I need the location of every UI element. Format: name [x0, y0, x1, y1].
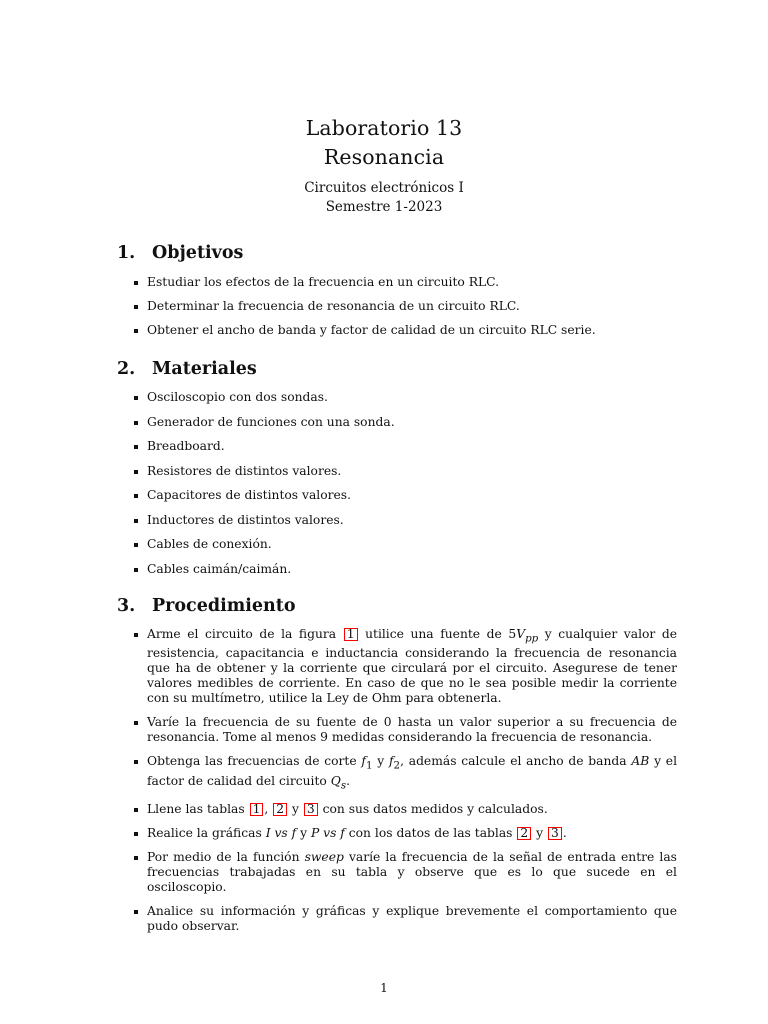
document-title: Laboratorio 13 [305, 116, 463, 140]
bullet-icon [134, 760, 138, 764]
bullet-icon [134, 445, 138, 449]
table-link[interactable]: 3 [548, 827, 562, 840]
section-objetivos [117, 243, 677, 263]
title-block [0, 114, 768, 172]
table-link[interactable]: 2 [273, 803, 287, 816]
list-item: Breadboard. [133, 439, 677, 454]
bullet-icon [134, 568, 138, 572]
bullet-icon [134, 421, 138, 425]
list-item: Analice su información y gráficas y explique brevemente el comportamiento que pudo observar. [133, 904, 677, 934]
table-link[interactable]: 2 [517, 827, 531, 840]
bullet-icon [134, 396, 138, 400]
bullet-icon [134, 281, 138, 285]
list-item: Llene las tablas 1 , 2 y 3 con sus datos medidos y calculados. [133, 802, 677, 817]
objetivos-list [133, 275, 677, 338]
bullet-icon [134, 721, 138, 725]
section-heading [117, 596, 677, 616]
bullet-icon [134, 494, 138, 498]
bullet-icon [134, 329, 138, 333]
list-item: Obtenga las frecuencias de corte $f_1$ y $f_2$, además calcule el ancho de banda AB y el factor de calidad del circuito $Q_s$. [133, 754, 677, 793]
table-link[interactable]: 3 [304, 803, 318, 816]
course-info [0, 179, 768, 217]
section-title: Procedimiento [152, 596, 296, 616]
semester: Semestre 1-2023 [325, 199, 443, 215]
section-heading [117, 243, 677, 263]
list-item: Generador de funciones con una sonda. [133, 415, 677, 430]
document-subtitle-resonancia: Resonancia [323, 145, 445, 169]
list-item: Osciloscopio con dos sondas. [133, 390, 677, 405]
section-title: Materiales [152, 359, 257, 379]
bullet-icon [134, 633, 138, 637]
list-item: Obtener el ancho de banda y factor de calidad de un circuito RLC serie. [133, 323, 677, 338]
section-heading [117, 359, 677, 379]
section-number: 1. [117, 243, 136, 263]
list-item: Varíe la frecuencia de su fuente de 0 hasta un valor superior a su frecuencia de resonancia. Tome al menos 9 medidas considerando la frecuencia de resonancia. [133, 715, 677, 745]
list-item: Arme el circuito de la figura 1 utilice una fuente de $5V_{pp}$ y cualquier valor de resistencia, capacitancia e inductancia considerando la frecuencia de resonancia que ha de obtener y la corriente que circulará por el circuito. Asegurese de tener valores medibles de corriente. En caso de que no le sea posible medir la corriente con su multímetro, utilice la Ley de Ohm para obtenerla. [133, 627, 677, 706]
section-title: Objetivos [152, 243, 244, 263]
figure-link[interactable]: 1 [344, 628, 358, 641]
bullet-icon [134, 808, 138, 812]
list-item: Por medio de la función sweep varíe la frecuencia de la señal de entrada entre las frecuencias trabajadas en su tabla y observe que es lo que sucede en el osciloscopio. [133, 850, 677, 895]
bullet-icon [134, 543, 138, 547]
section-procedimiento [117, 596, 677, 616]
list-item: Cables de conexión. [133, 537, 677, 552]
list-item: Estudiar los efectos de la frecuencia en un circuito RLC. [133, 275, 677, 290]
course-name: Circuitos electrónicos I [304, 180, 464, 196]
materiales-list [133, 390, 677, 577]
bullet-icon [134, 470, 138, 474]
section-materiales [117, 359, 677, 379]
list-item: Cables caimán/caimán. [133, 562, 677, 577]
page-number: 1 [380, 981, 388, 995]
list-item: Resistores de distintos valores. [133, 464, 677, 479]
procedimiento-list [133, 627, 677, 934]
list-item: Capacitores de distintos valores. [133, 488, 677, 503]
table-link[interactable]: 1 [250, 803, 264, 816]
list-item: Realice la gráficas I vs f y P vs f con los datos de las tablas 2 y 3 . [133, 826, 677, 841]
section-number: 2. [117, 359, 136, 379]
bullet-icon [134, 832, 138, 836]
bullet-icon [134, 910, 138, 914]
bullet-icon [134, 519, 138, 523]
section-number: 3. [117, 596, 136, 616]
bullet-icon [134, 856, 138, 860]
list-item: Inductores de distintos valores. [133, 513, 677, 528]
bullet-icon [134, 305, 138, 309]
list-item: Determinar la frecuencia de resonancia de un circuito RLC. [133, 299, 677, 314]
